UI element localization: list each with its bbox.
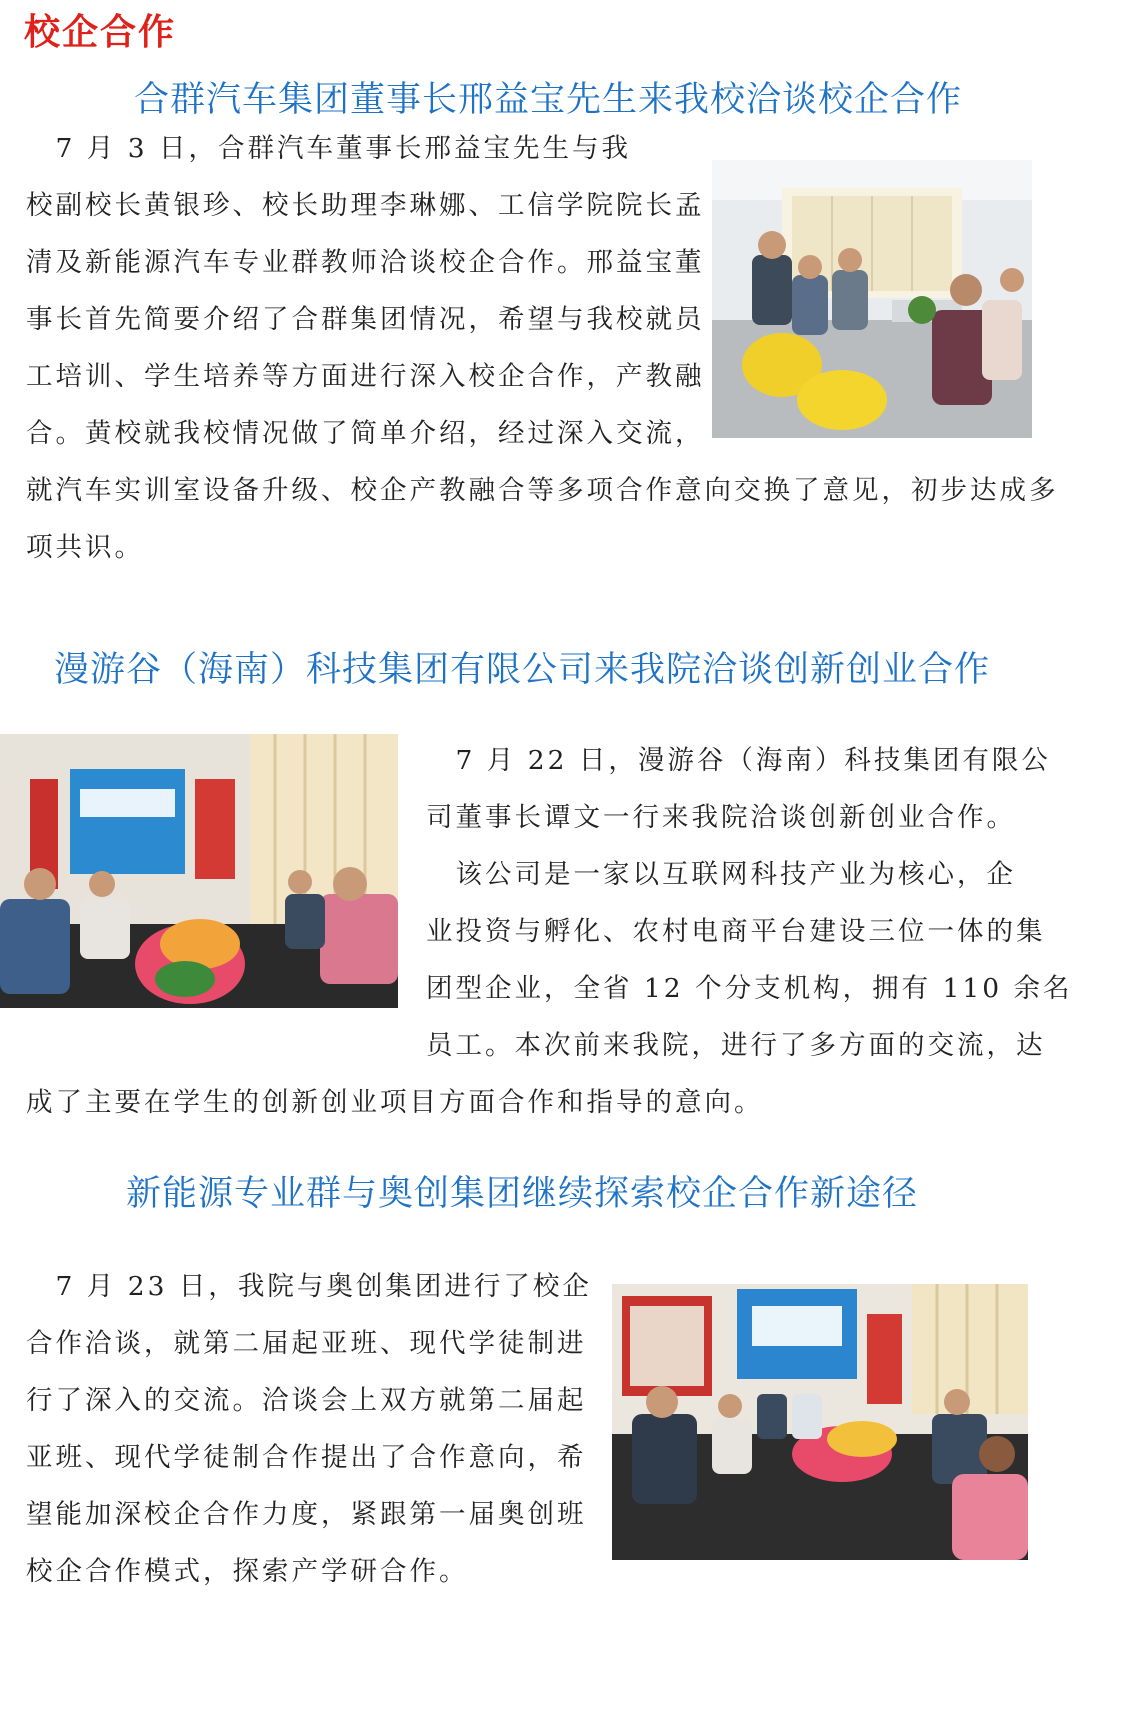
article1-line: 事长首先简要介绍了合群集团情况，希望与我校就员 [26, 304, 705, 335]
article2-line: 该公司是一家以互联网科技产业为核心，企 [426, 859, 1016, 890]
article3-line: 望能加深校企合作力度，紧跟第一届奥创班 [26, 1499, 587, 1530]
article2-line: 团型企业，全省 12 个分支机构，拥有 110 余名 [426, 973, 1073, 1004]
article1-line: 项共识。 [26, 532, 144, 563]
article2-headline: 漫游谷（海南）科技集团有限公司来我院洽谈创新创业合作 [54, 650, 991, 690]
article3-line: 合作洽谈，就第二届起亚班、现代学徒制进 [26, 1328, 587, 1359]
meeting-photo-1 [712, 160, 1032, 438]
article2-body-top [426, 732, 1116, 1074]
article1-line: 清及新能源汽车专业群教师洽谈校企合作。邢益宝董 [26, 247, 705, 278]
article2-line: 7 月 22 日，漫游谷（海南）科技集团有限公 [426, 745, 1051, 776]
article1-line: 7 月 3 日，合群汽车董事长邢益宝先生与我 [26, 133, 631, 164]
article1-line: 就汽车实训室设备升级、校企产教融合等多项合作意向交换了意见，初步达成多 [26, 475, 1059, 506]
article3-line: 亚班、现代学徒制合作提出了合作意向，希 [26, 1442, 587, 1473]
article1-line: 合。黄校就我校情况做了简单介绍，经过深入交流， [26, 418, 705, 449]
article2-line: 成了主要在学生的创新创业项目方面合作和指导的意向。 [26, 1087, 764, 1118]
article3-headline: 新能源专业群与奥创集团继续探索校企合作新途径 [126, 1174, 919, 1214]
section-title: 校企合作 [24, 12, 177, 53]
meeting-photo-3 [612, 1284, 1028, 1560]
article3-line: 校企合作模式，探索产学研合作。 [26, 1556, 469, 1587]
article2-line: 业投资与孵化、农村电商平台建设三位一体的集 [426, 916, 1046, 947]
article1-line: 校副校长黄银珍、校长助理李琳娜、工信学院院长孟 [26, 190, 705, 221]
article3-line: 行了深入的交流。洽谈会上双方就第二届起 [26, 1385, 587, 1416]
article2-body-bottom [26, 1074, 1106, 1131]
article1-headline: 合群汽车集团董事长邢益宝先生来我校洽谈校企合作 [134, 80, 963, 120]
article1-line: 工培训、学生培养等方面进行深入校企合作，产教融 [26, 361, 705, 392]
article3-body [26, 1258, 606, 1600]
article2-line: 员工。本次前来我院，进行了多方面的交流，达 [426, 1030, 1046, 1061]
article2-line: 司董事长谭文一行来我院洽谈创新创业合作。 [426, 802, 1016, 833]
article3-line: 7 月 23 日，我院与奥创集团进行了校企 [26, 1271, 592, 1302]
meeting-photo-2 [0, 734, 398, 1008]
